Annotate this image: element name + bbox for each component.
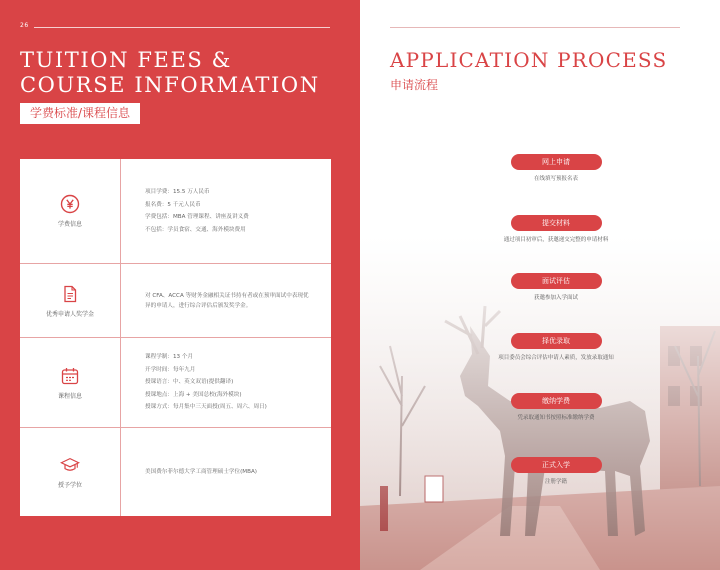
process-step	[456, 452, 656, 485]
table-row-scholarship	[20, 264, 331, 338]
header-rule	[390, 27, 680, 28]
row-label-cell	[20, 264, 121, 337]
step-description: 凭录取通知书按照标准缴纳学费	[517, 415, 595, 421]
row-label-cell	[20, 338, 121, 427]
info-line: 不包括：学员食宿、交通、海外模块费用	[145, 226, 246, 233]
step-description: 在线填写预报名表	[533, 176, 578, 182]
step-title: 网上申请	[511, 154, 602, 170]
yen-circle-icon	[60, 194, 80, 214]
row-content	[121, 159, 331, 263]
step-description: 注册学籍	[544, 479, 567, 485]
table-row-degree	[20, 428, 331, 516]
info-line: 项目学费：15.5 万人民币	[145, 189, 210, 195]
title-line: TUITION FEES &	[20, 48, 232, 72]
row-label: 授予学位	[57, 482, 82, 489]
process-step	[456, 210, 656, 243]
process-step	[456, 268, 656, 301]
info-line: 授课语言：中、英文双语(提供翻译)	[145, 379, 234, 386]
row-label-cell	[20, 159, 121, 263]
page-number-right: 27	[691, 22, 700, 29]
graduation-cap-icon	[60, 455, 80, 475]
step-title: 面试评估	[511, 273, 602, 289]
title-line: COURSE INFORMATION	[20, 73, 320, 97]
calendar-icon	[60, 366, 80, 386]
info-line: 学费包括：MBA 管理课程、讲座及讲义费	[145, 214, 249, 220]
process-step	[456, 149, 656, 182]
table-row-course	[20, 338, 331, 428]
row-content	[121, 338, 331, 427]
process-step	[456, 388, 656, 421]
info-line: 开学时间：每年九月	[145, 366, 196, 373]
page-title-cn: 学费标准/课程信息	[20, 103, 140, 124]
table-row-fees	[20, 159, 331, 264]
row-label: 学费信息	[57, 221, 82, 228]
info-line: 授课方式：每月集中三天面授(周五、周六、周日)	[145, 404, 267, 411]
page-number-left: 26	[20, 22, 29, 29]
step-description: 获邀参加入学面试	[533, 295, 578, 301]
step-description: 项目委员会综合评估申请人素质，发放录取通知	[498, 355, 614, 361]
step-title: 择优录取	[511, 333, 602, 349]
document-icon	[60, 284, 80, 304]
row-label: 优秀申请人奖学金	[45, 310, 94, 318]
info-paragraph: 对 CFA、ACCA 等财务金融相关证书持有者或在预审面试中表现优异的申请人，进行综合评估后颁发奖学金。	[145, 292, 309, 309]
info-line: 课程学制：13 个月	[145, 354, 194, 361]
row-content	[121, 264, 331, 337]
step-description: 通过项目初审后，获邀递交完整的申请材料	[503, 237, 609, 243]
page-title-cn: 申请流程	[390, 78, 439, 92]
step-title: 正式入学	[511, 457, 602, 473]
row-label: 课程信息	[57, 392, 82, 400]
page-title-en: APPLICATION PROCESS	[390, 48, 668, 72]
right-page	[360, 0, 720, 570]
step-title: 缴纳学费	[511, 393, 602, 409]
header-rule	[34, 27, 330, 28]
info-line: 报名费：5 千元人民币	[145, 201, 201, 208]
info-line: 授课地点：上海 + 美国总校(海外模块)	[145, 391, 242, 398]
info-table	[20, 159, 331, 516]
row-content	[121, 428, 331, 516]
process-step	[456, 328, 656, 361]
step-title: 提交材料	[511, 215, 602, 231]
info-line: 美国费尔菲尔德大学工商管理硕士学位(MBA)	[145, 468, 257, 475]
page-title-en	[20, 48, 320, 98]
row-label-cell	[20, 428, 121, 516]
